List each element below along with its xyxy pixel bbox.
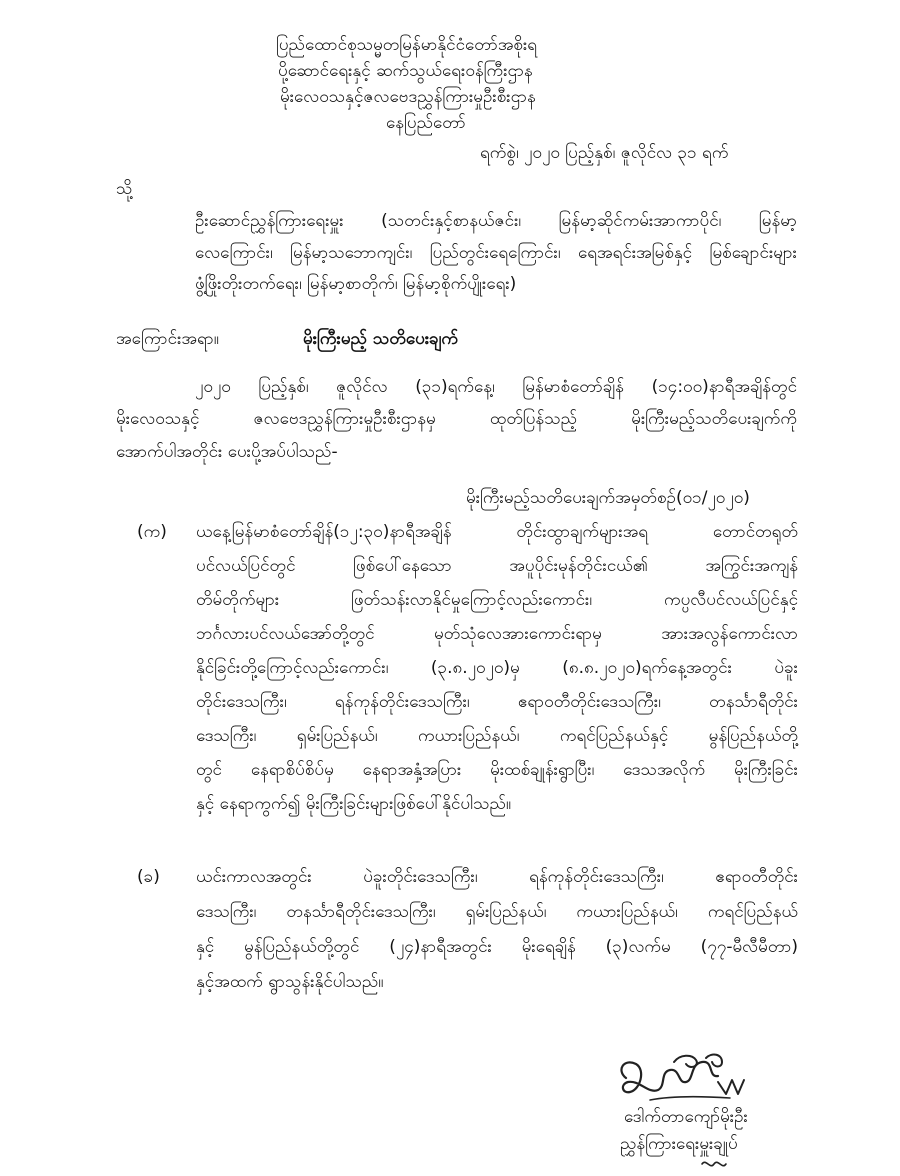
para-ka-line: ယနေ့မြန်မာစံတော်ချိန်(၁၂:၃၀)နာရီအချိန် တိုင်းထွာချက်များအရ တောင်တရုတ် bbox=[196, 522, 798, 542]
para-ka-line: ဒေသကြီး၊ ရှမ်းပြည်နယ်၊ ကယားပြည်နယ်၊ ကရင်ပြည်နယ်နှင့် မွန်ပြည်နယ်တို့ bbox=[196, 726, 798, 746]
para-ka-line: တိုင်းဒေသကြီး၊ ရန်ကုန်တိုင်းဒေသကြီး၊ ဧရာဝတီတိုင်းဒေသကြီး၊ တနင်္သာရီတိုင်း bbox=[196, 692, 798, 712]
intro-line-2: မိုးလေဝသနှင့် ဇလဗေဒညွှန်ကြားမှုဦးစီးဌာနမှ ထုတ်ပြန်သည့် မိုးကြီးမည့်သတိပေးချက်ကို bbox=[116, 409, 797, 429]
para-ka-line: နိုင်ခြင်းတို့ကြောင့်လည်းကောင်း၊ (၃.၈.၂၀၂၀)မှ (၈.၈.၂၀၂၀)ရက်နေ့အတွင်း ပဲခူး bbox=[196, 658, 798, 678]
intro-line-1: ၂၀၂၀ ပြည့်နှစ်၊ ဇူလိုင်လ (၃၁)ရက်နေ့၊ မြန်မာစံတော်ချိန် (၁၄:၀၀)နာရီအချိန်တွင် bbox=[195, 377, 797, 397]
recipient-line-2: လေကြောင်း၊ မြန်မာ့သဘောကျင်း၊ ပြည်တွင်းရေကြောင်း၊ ရေအရင်းအမြစ်နှင့် မြစ်ချောင်းများ bbox=[195, 243, 797, 263]
signatory-title: ညွှန်ကြားရေးမှူးချုပ် bbox=[620, 1134, 738, 1154]
para-kha-line: နှင့်အထက် ရွာသွန်းနိုင်ပါသည်။ bbox=[196, 972, 384, 992]
para-ka-label: (က) bbox=[137, 522, 167, 542]
letterhead-line-1: ပြည်ထောင်စုသမ္မတမြန်မာနိုင်ငံတော်အစိုးရ bbox=[276, 35, 538, 55]
letter-date: ရက်စွဲ၊ ၂၀၂၀ ပြည့်နှစ်၊ ဇူလိုင်လ ၃၁ ရက် bbox=[480, 143, 729, 163]
subject-label: အကြောင်းအရာ။ bbox=[116, 329, 219, 349]
to-label: သို့ bbox=[116, 179, 133, 199]
para-kha-label: (ခ) bbox=[137, 867, 160, 887]
para-kha-line: ဒေသကြီး၊ တနင်္သာရီတိုင်းဒေသကြီး၊ ရှမ်းပြည်နယ်၊ ကယားပြည်နယ်၊ ကရင်ပြည်နယ် bbox=[196, 902, 798, 922]
handwritten-signature bbox=[610, 1050, 760, 1110]
para-ka-line: ဘင်္ဂလားပင်လယ်အော်တို့တွင် မုတ်သုံလေအားကောင်းရာမှ အားအလွန်ကောင်းလာ bbox=[196, 624, 798, 644]
subject-text: မိုးကြီးမည့် သတိပေးချက် bbox=[303, 329, 459, 349]
letterhead-line-2: ပို့ဆောင်ရေးနှင့် ဆက်သွယ်ရေးဝန်ကြီးဌာန bbox=[278, 61, 533, 81]
recipient-line-1: ဦးဆောင်ညွှန်ကြားရေးမှူး (သတင်းနှင့်စာနယ်ဇင်း၊ မြန်မာ့ဆိုင်ကမ်းအာကာပိုင်၊ မြန်မာ့ bbox=[195, 211, 797, 231]
para-ka-line: ပင်လယ်ပြင်တွင် ဖြစ်ပေါ်နေသော အပူပိုင်းမုန်တိုင်းငယ်၏ အကြွင်းအကျန် bbox=[196, 556, 798, 576]
para-kha-line: ယင်းကာလအတွင်း ပဲခူးတိုင်းဒေသကြီး၊ ရန်ကုန်တိုင်းဒေသကြီး၊ ဧရာဝတီတိုင်း bbox=[196, 867, 798, 887]
letterhead-line-4: နေပြည်တော် bbox=[386, 113, 466, 133]
initials-mark bbox=[700, 1156, 728, 1172]
letterhead-line-3: မိုးလေဝသနှင့်ဇလဗေဒညွှန်ကြားမှုဦးစီးဌာန bbox=[280, 87, 536, 107]
para-ka-line: တိမ်တိုက်များ ဖြတ်သန်းလာနိုင်မှုကြောင့်လည်းကောင်း၊ ကပ္ပလီပင်လယ်ပြင်နှင့် bbox=[196, 590, 798, 610]
intro-line-3: အောက်ပါအတိုင်း ပေးပို့အပ်ပါသည်- bbox=[116, 442, 338, 462]
para-kha-line: နှင့် မွန်ပြည်နယ်တို့တွင် (၂၄)နာရီအတွင်း မိုးရေချိန် (၃)လက်မ (၇၇-မီလီမီတာ) bbox=[196, 937, 798, 957]
recipient-line-3: ဖွံ့ဖြိုးတိုးတက်ရေး၊ မြန်မာ့စာတိုက်၊ မြန်မာ့စိုက်ပျိုးရေး) bbox=[195, 274, 517, 294]
signatory-name: ဒေါက်တာကျော်မိုးဦး bbox=[624, 1107, 748, 1127]
para-ka-line: နှင့် နေရာကွက်၍ မိုးကြီးခြင်းများဖြစ်ပေါ်နိုင်ပါသည်။ bbox=[196, 794, 512, 814]
para-ka-line: တွင် နေရာစိပ်စိပ်မှ နေရာအနှံ့အပြား မိုးထစ်ချုန်းရွာပြီး၊ ဒေသအလိုက် မိုးကြီးခြင်း bbox=[196, 760, 798, 780]
notice-number: မိုးကြီးမည့်သတိပေးချက်အမှတ်စဉ်(၀၁/၂၀၂၀) bbox=[466, 488, 750, 508]
